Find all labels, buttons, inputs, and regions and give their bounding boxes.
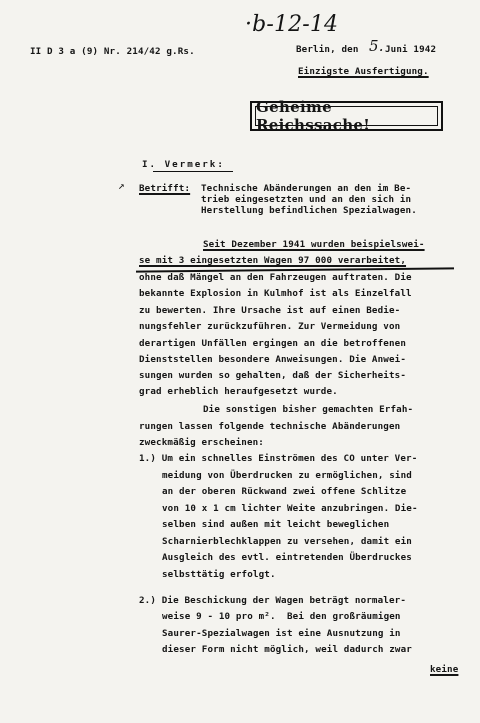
body-line: 1.) Um ein schnelles Einströmen des CO unter Ver- bbox=[139, 453, 418, 464]
body-line: Saurer-Spezialwagen ist eine Ausnutzung in bbox=[162, 628, 401, 639]
handwritten-day: 5. bbox=[369, 37, 384, 55]
body-line: se mit 3 eingesetzten Wagen 97 000 verarbeitet, bbox=[139, 255, 407, 266]
subject-label: Betrifft: bbox=[139, 183, 191, 194]
body-line: Die sonstigen bisher gemachten Erfah- bbox=[203, 404, 414, 415]
classification-stamp bbox=[250, 98, 443, 134]
body-line: von 10 x 1 cm lichter Weite anzubringen. Die- bbox=[162, 503, 418, 514]
body-line: grad erheblich heraufgesetzt wurde. bbox=[139, 386, 338, 397]
subject-line: Technische Abänderungen an den im Be- bbox=[201, 183, 412, 194]
body-line: Seit Dezember 1941 wurden beispielswei- bbox=[203, 239, 425, 250]
body-line: weise 9 - 10 pro m². Bei den großräumigen bbox=[162, 611, 401, 622]
body-line: an der oberen Rückwand zwei offene Schlitze bbox=[162, 486, 407, 497]
body-line: dieser Form nicht möglich, weil dadurch zwar bbox=[162, 644, 412, 655]
section-heading: I. Vermerk: bbox=[142, 159, 225, 170]
body-line: sungen wurden so gehalten, daß der Sicherheits- bbox=[139, 370, 407, 381]
copy-note: Einzigste Ausfertigung. bbox=[298, 66, 429, 77]
subject-line: trieb eingesetzten und an den sich in bbox=[201, 194, 412, 205]
handwritten-annotation: ·b-12-14 bbox=[245, 12, 339, 37]
catchword: keine bbox=[430, 664, 459, 675]
subject-line: Herstellung befindlichen Spezialwagen. bbox=[201, 205, 417, 216]
body-line: derartigen Unfällen ergingen an die betroffenen bbox=[139, 338, 407, 349]
body-line: zweckmäßig erscheinen: bbox=[139, 437, 264, 448]
heading-underline bbox=[153, 171, 233, 172]
body-line: selben sind außen mit leicht beweglichen bbox=[162, 519, 390, 530]
body-line: 2.) Die Beschickung der Wagen beträgt normaler- bbox=[139, 595, 407, 606]
body-line: meidung von Überdrucken zu ermöglichen, sind bbox=[162, 470, 412, 481]
body-line: rungen lassen folgende technische Abänderungen bbox=[139, 421, 401, 432]
body-line: selbsttätig erfolgt. bbox=[162, 569, 276, 580]
check-mark: ↗ bbox=[118, 179, 125, 192]
body-line: Scharnierblechklappen zu versehen, damit ein bbox=[162, 536, 412, 547]
reference-number: II D 3 a (9) Nr. 214/42 g.Rs. bbox=[30, 46, 195, 57]
stamp-text: Geheime Reichssache! bbox=[255, 106, 438, 126]
date-month-year: Juni 1942 bbox=[385, 44, 437, 55]
body-line: zu bewerten. Ihre Ursache ist auf einen Bedie- bbox=[139, 305, 401, 316]
body-line: ohne daß Mängel an den Fahrzeugen auftraten. Die bbox=[139, 272, 412, 283]
body-line: Ausgleich des evtl. eintretenden Überdruckes bbox=[162, 552, 412, 563]
body-line: Dienststellen besondere Anweisungen. Die Anwei- bbox=[139, 354, 407, 365]
body-line: nungsfehler zurückzuführen. Zur Vermeidung von bbox=[139, 321, 401, 332]
body-line: bekannte Explosion in Kulmhof ist als Einzelfall bbox=[139, 288, 412, 299]
place-date-prefix: Berlin, den bbox=[296, 44, 359, 55]
